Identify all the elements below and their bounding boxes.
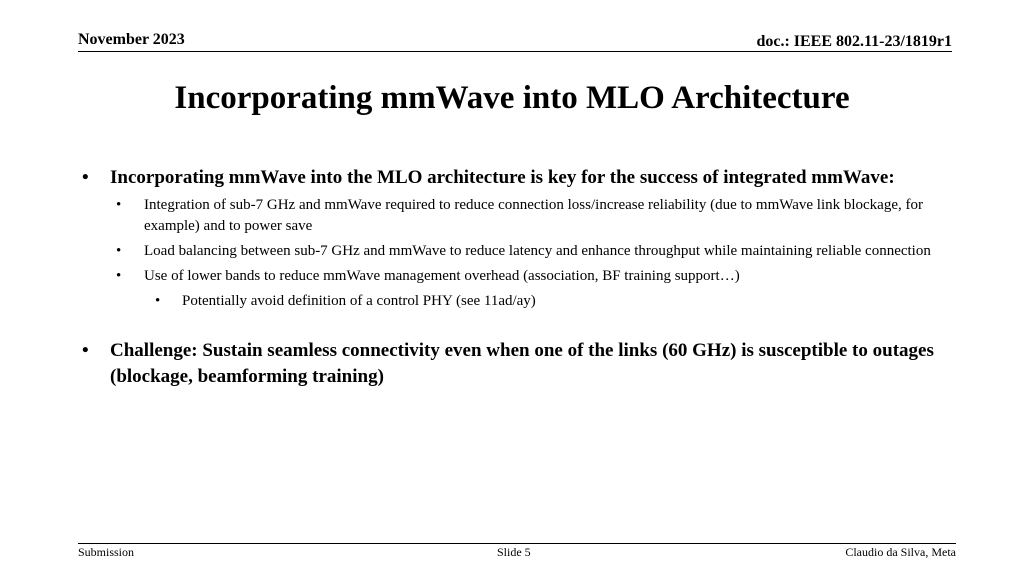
bullet-marker: • bbox=[116, 197, 122, 213]
header-date: November 2023 bbox=[78, 31, 185, 48]
footer-rule bbox=[78, 543, 956, 544]
sub-bullet-text: Use of lower bands to reduce mmWave management overhead (association, BF training support…) bbox=[144, 268, 740, 284]
bullet-marker: • bbox=[82, 167, 89, 188]
footer-submission: Submission bbox=[78, 545, 135, 559]
sub-sub-bullet-item bbox=[82, 291, 962, 312]
sub-bullet-item bbox=[82, 195, 962, 237]
slide-title: Incorporating mmWave into MLO Architecture bbox=[174, 80, 850, 116]
sub-bullet-text: Load balancing between sub-7 GHz and mmWave to reduce latency and enhance throughput while maintaining reliable connection bbox=[144, 243, 931, 259]
bullet-item bbox=[82, 165, 962, 191]
spacer bbox=[82, 312, 962, 338]
bullet-marker: • bbox=[155, 293, 161, 309]
footer-slide-number: Slide 5 bbox=[497, 545, 531, 559]
bullet-text: Challenge: Sustain seamless connectivity even when one of the links (60 GHz) is susceptible to outages (blockage, beamforming training) bbox=[110, 340, 934, 387]
bullet-marker: • bbox=[116, 243, 122, 259]
header-rule bbox=[78, 51, 952, 52]
sub-bullet-item bbox=[82, 266, 962, 287]
slide-content bbox=[82, 165, 962, 390]
footer-author: Claudio da Silva, Meta bbox=[845, 545, 956, 559]
bullet-marker: • bbox=[82, 340, 89, 361]
bullet-marker: • bbox=[116, 268, 122, 284]
sub-bullet-text: Integration of sub-7 GHz and mmWave required to reduce connection loss/increase reliability (due to mmWave link blockage, for example) and to power save bbox=[144, 197, 923, 234]
bullet-item bbox=[82, 338, 962, 390]
sub-bullet-item bbox=[82, 241, 962, 262]
header-doc-id: doc.: IEEE 802.11-23/1819r1 bbox=[756, 33, 952, 50]
sub-sub-bullet-text: Potentially avoid definition of a control PHY (see 11ad/ay) bbox=[182, 293, 536, 309]
bullet-text: Incorporating mmWave into the MLO architecture is key for the success of integrated mmWave: bbox=[110, 167, 895, 188]
